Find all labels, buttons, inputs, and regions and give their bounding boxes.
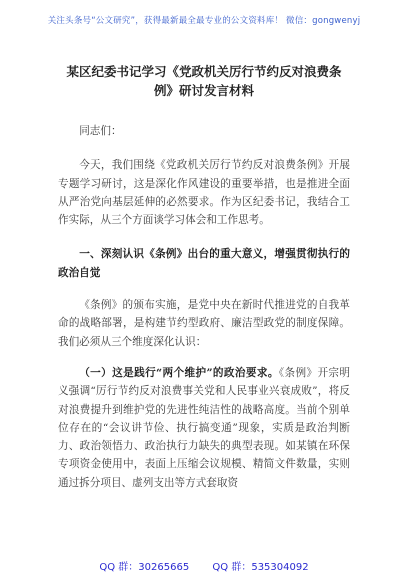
intro-paragraph: 今天，我们围绕《党政机关厉行节约反对浪费条例》开展专题学习研讨，这是深化作风建设的重要举措，也是推进全面从严治党向基层延伸的必然要求。作为区纪委书记，我结合工作实际，从三个方面谈学习体会和工作思考。 — [58, 159, 350, 227]
document-body — [58, 62, 350, 492]
subsection1-body: 《条例》开宗明义强调“厉行节约反对浪费事关党和人民事业兴衰成败”，将反对浪费提升到维护党的先进性纯洁性的战略高度。当前个别单位存在的“会议讲节俭、执行搞变通”现象，实质是政治判断力、政治领悟力、政治执行力缺失的典型表现。如某镇在环保专项资金使用中，表面上压缩会议规模、精简文件数量，实则通过拆分项目、虚列支出等方式套取资 — [58, 366, 351, 489]
section1-paragraph: 《条例》的颁布实施，是党中央在新时代推进党的自我革命的战略部署，是构建节约型政府、廉洁型政党的制度保障。我们必须从三个维度深化认识： — [58, 299, 350, 348]
footer-qq-group-2: QQ 群：535304092 — [212, 562, 309, 573]
footer-qq-group-1: QQ 群：30265665 — [99, 562, 190, 573]
subsection1-paragraph — [58, 364, 350, 492]
document-title: 某区纪委书记学习《党政机关厉行节约反对浪费条例》研讨发言材料 — [66, 64, 342, 98]
greeting: 同志们： — [79, 125, 122, 137]
subsection-heading-1: （一）这是践行“两个维护”的政治要求。 — [79, 366, 279, 379]
section-heading-1: 一、深刻认识《条例》出台的重大意义，增强贯彻执行的政治自觉 — [58, 248, 350, 279]
footer — [0, 558, 408, 573]
header-banner: 关注头条号“公文研究”，获得最新最全最专业的公文资料库！ 微信：gongwenyj — [47, 16, 361, 26]
